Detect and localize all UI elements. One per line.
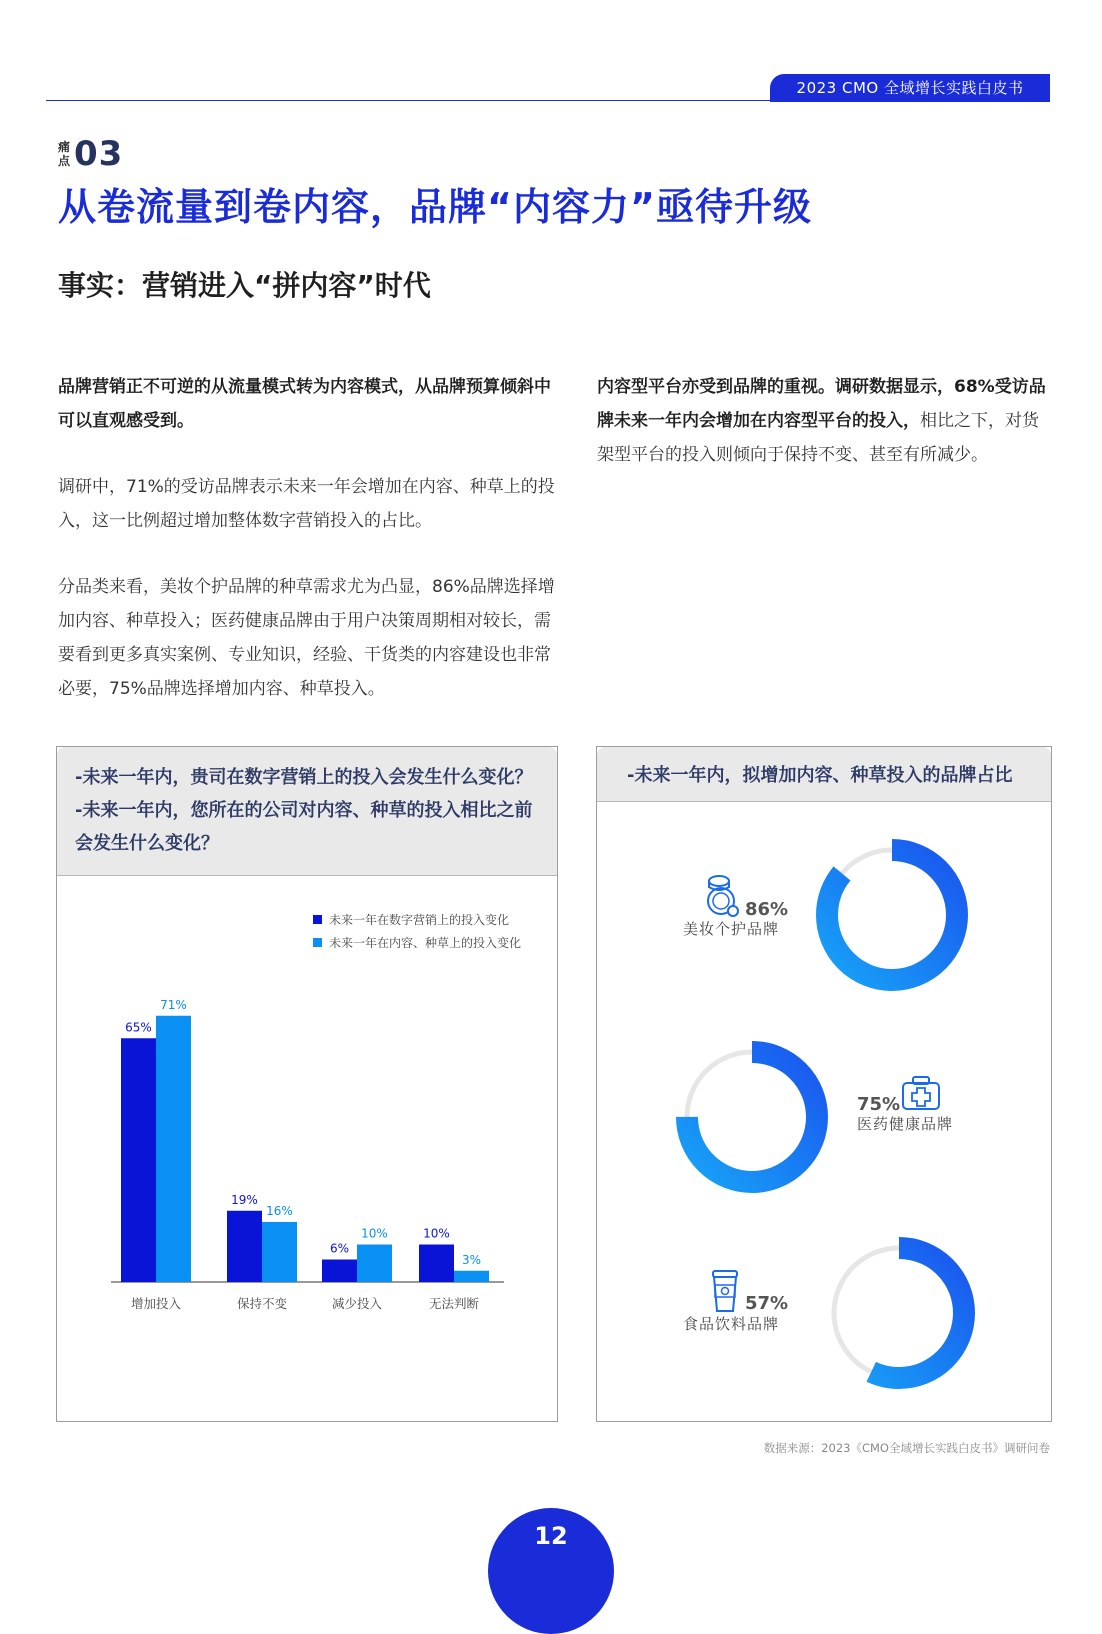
bar-value-label: 10% [361,1226,388,1241]
pain-point-number: 03 [74,134,124,174]
bar-value-label: 19% [231,1192,258,1207]
bar-value-label: 65% [125,1020,152,1035]
paragraph [58,370,558,438]
bar-value-label: 71% [160,997,187,1012]
bar-value-label: 10% [423,1226,450,1241]
section-title: 从卷流量到卷内容，品牌“内容力”亟待升级 [58,185,812,229]
paragraph [58,470,558,538]
bar [454,1271,489,1282]
paragraph-text: 调研中，71%的受访品牌表示未来一年会增加在内容、种草上的投入，这一比例超过增加整体数字营销投入的占比。 [58,477,555,531]
paragraph [58,570,558,706]
legend-label: 未来一年在内容、种草上的投入变化 [329,936,522,950]
bar-value-label: 16% [266,1204,293,1218]
bar [419,1245,454,1283]
section-subtitle: 事实：营销进入“拼内容”时代 [58,269,431,302]
paragraph-bold: 内容型平台亦受到品牌的重视。调研数据显示，68%受访品牌未来一年内会增加在内容型平台的投入， [597,377,1046,431]
body-left-column [58,370,558,738]
donut-category-label: 医药健康品牌 [857,1115,954,1133]
donut-category-label: 美妆个护品牌 [683,920,780,938]
document-title: 2023 CMO 全域增长实践白皮书 [796,79,1024,97]
bar-value-label: 6% [329,1241,350,1256]
bar [262,1222,297,1282]
survey-question-1: -未来一年内，贵司在数字营销上的投入会发生什么变化？ [75,767,533,788]
page-number: 12 [534,1522,568,1550]
pain-point-label: 痛点 [58,140,71,168]
survey-question-2: -未来一年内，您所在的公司对内容、种草的投入相比之前 [75,800,533,821]
paragraph-text: 相比之下，对货架型平台的投入则倾向于保持不变、甚至有所减少。 [597,411,1039,465]
paragraph-bold: 品牌营销正不可逆的从流量模式转为内容模式，从品牌预算倾斜中可以直观感受到。 [58,377,551,431]
bar [322,1260,357,1283]
bar-value-label: 3% [461,1252,482,1267]
category-label: 增加投入 [130,1296,182,1311]
donut-percent-label: 57% [745,1293,789,1314]
bar [121,1038,156,1282]
category-label: 减少投入 [331,1296,383,1311]
bar-chart [57,747,557,1421]
bar [357,1245,392,1283]
data-source-note: 数据来源：2023《CMO全域增长实践白皮书》调研问卷 [763,1441,1050,1455]
paragraph [597,370,1055,472]
header-rule [46,100,1050,101]
body-right-column [597,370,1055,504]
document-title-tab [770,74,1050,102]
category-label: 保持不变 [236,1296,288,1311]
category-label: 无法判断 [428,1296,480,1311]
bar-chart-card [56,746,558,1422]
bar [156,1016,191,1282]
donut-chart-card [596,746,1052,1422]
donut-percent-label: 86% [745,899,789,920]
survey-question-2-cont: 会发生什么变化？ [75,833,219,854]
donut-category-label: 食品饮料品牌 [683,1315,780,1333]
survey-question-3: -未来一年内，拟增加内容、种草投入的品牌占比 [627,765,1013,786]
donut-percent-label: 75% [857,1094,901,1115]
paragraph-text: 分品类来看，美妆个护品牌的种草需求尤为凸显，86%品牌选择增加内容、种草投入；医药健康品牌由于用户决策周期相对较长，需要看到更多真实案例、专业知识，经验、干货类的内容建设也非常必要，75%品牌选择增加内容、种草投入。 [58,577,555,699]
legend-label: 未来一年在数字营销上的投入变化 [329,913,510,927]
donut-charts [597,747,1051,1421]
bar [227,1211,262,1282]
